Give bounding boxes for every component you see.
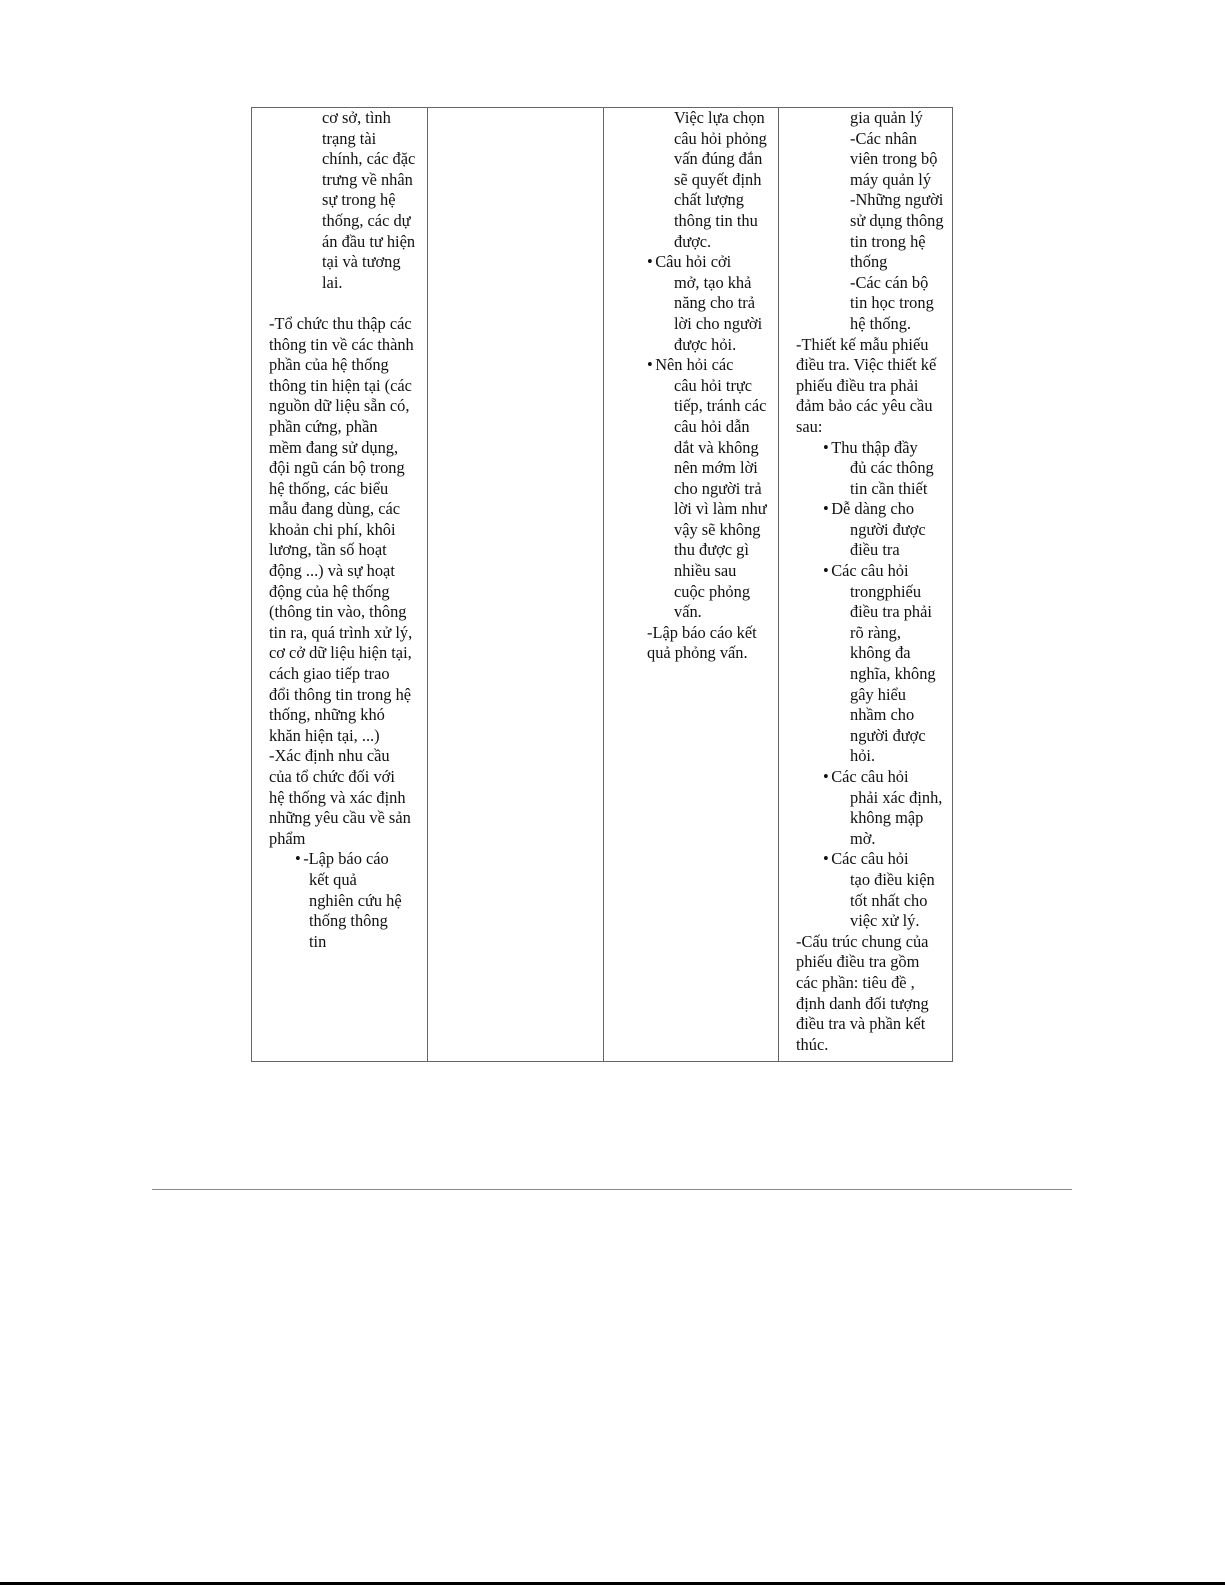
content-table (251, 107, 953, 1062)
text-line: thống thông (309, 911, 388, 931)
text-line: -Những người (850, 190, 944, 210)
text-line: động ...) và sự hoạt (269, 561, 395, 581)
text-line: phải xác định, (850, 787, 943, 807)
text-line: những yêu cầu về sản (269, 808, 411, 828)
text-line: trongphiếu (850, 581, 922, 601)
text-line: gia quản lý (850, 108, 923, 127)
bullet-line (823, 438, 944, 459)
text-line: -Lập báo cáo (303, 849, 389, 869)
cell-text-block (796, 335, 944, 438)
text-line: thông tin thu (674, 210, 758, 230)
text-line: hệ thống, các biểu (269, 478, 389, 498)
text-line: phần của hệ thống (269, 355, 389, 375)
bullet-item (796, 767, 944, 849)
bullet-continuation (823, 520, 944, 561)
text-line: phần cứng, phần (269, 416, 378, 436)
text-line: lai. (322, 272, 343, 292)
bullet-line (647, 355, 767, 376)
text-line: các phần: tiêu đề , (796, 972, 915, 992)
bullet-icon: • (823, 767, 829, 786)
bullet-item (647, 355, 767, 623)
bullet-icon: • (823, 499, 829, 519)
text-line: trưng về nhân (322, 169, 413, 189)
text-line: điều tra phải (850, 602, 932, 622)
text-line: chất lượng (674, 190, 744, 210)
text-line: kết quả (309, 869, 357, 889)
text-line: Các câu hỏi (831, 561, 909, 581)
text-line: tin trong hệ (850, 231, 926, 251)
text-line: nhiều sau (674, 561, 737, 581)
text-line: người được (850, 725, 926, 745)
text-line: đổi thông tin trong hệ (269, 684, 412, 704)
text-line: không đa (850, 643, 911, 663)
text-line: thống (850, 252, 888, 272)
text-line: Các câu hỏi (831, 849, 909, 869)
text-line: Thu thập đầy (831, 437, 918, 457)
text-line: thống, các dự (322, 210, 411, 230)
text-line: sử dụng thông (850, 210, 944, 230)
text-line: mờ. (850, 828, 876, 848)
text-line: đội ngũ cán bộ trong (269, 458, 405, 478)
text-line: nghiên cứu hệ (309, 890, 402, 910)
text-line: vấn đúng đắn (674, 149, 763, 169)
bullet-continuation (823, 870, 944, 932)
text-line: cách giao tiếp trao (269, 664, 390, 684)
text-line: khăn hiện tại, ...) (269, 725, 380, 745)
bullet-continuation (295, 870, 415, 952)
bullet-continuation (647, 376, 767, 623)
table-cell-col4 (796, 108, 944, 1055)
cell-text-block (647, 108, 767, 252)
bullet-icon: • (823, 437, 829, 457)
table-cell-col1 (269, 108, 415, 952)
text-line: Dễ dàng cho (831, 499, 915, 519)
bullet-line (295, 849, 415, 870)
text-line: gây hiểu (850, 684, 906, 704)
cell-text-block (796, 932, 944, 1056)
bullet-continuation (823, 788, 944, 850)
text-line: được. (674, 231, 712, 251)
text-line: -Tổ chức thu thập các (269, 313, 412, 333)
text-line: năng cho trả (674, 293, 756, 313)
bullet-icon: • (823, 561, 829, 581)
text-line: cơ cở dữ liệu hiện tại, (269, 643, 412, 663)
text-line: vấn. (674, 602, 702, 622)
cell-text-block (269, 314, 415, 849)
text-line: quả phỏng vấn. (647, 643, 748, 663)
text-line: cơ sở, tình (322, 108, 391, 127)
text-line: tin ra, quá trình xử lý, (269, 622, 413, 642)
text-line: hỏi. (850, 746, 876, 766)
text-line: câu hỏi trực (674, 375, 753, 395)
text-line: tại và tương (322, 252, 401, 272)
text-line: thông tin về các thành (269, 334, 414, 354)
bullet-line (647, 252, 767, 273)
bullet-item (796, 438, 944, 500)
text-line: cuộc phỏng (674, 581, 751, 601)
text-line: thống, những khó (269, 705, 385, 725)
text-line: Việc lựa chọn (674, 108, 765, 127)
bullet-continuation (823, 582, 944, 767)
bullet-line (823, 767, 944, 788)
text-line: sau: (796, 416, 823, 436)
text-line: của tổ chức đối với (269, 767, 395, 786)
text-line: tiếp, tránh các (674, 396, 767, 416)
bullet-item (269, 849, 415, 952)
bullet-continuation (823, 458, 944, 499)
bullet-icon: • (295, 849, 301, 869)
text-line: -Các cán bộ (850, 272, 929, 292)
text-line: nghĩa, không (850, 664, 936, 684)
text-line: tin cần thiết (850, 478, 928, 498)
bullet-icon: • (647, 252, 653, 272)
text-line: -Xác định nhu cầu (269, 746, 390, 766)
text-line: Nên hỏi các (655, 355, 734, 375)
text-line: hệ thống. (850, 313, 912, 333)
text-line: thu được gì (674, 540, 749, 560)
bullet-item (796, 561, 944, 767)
page-divider (152, 1189, 1072, 1190)
text-line: nhầm cho (850, 705, 915, 725)
text-line: hệ thống và xác định (269, 787, 406, 807)
text-line: -Lập báo cáo kết (647, 622, 757, 642)
text-line: câu hỏi dẫn (674, 416, 750, 436)
cell-text-block (269, 108, 415, 293)
text-line: động của hệ thống (269, 581, 390, 601)
text-line: lời vì làm như (674, 499, 767, 519)
text-line: việc xử lý. (850, 911, 920, 931)
text-line: Các câu hỏi (831, 767, 909, 786)
text-line: đủ các thông (850, 458, 934, 478)
text-line: trạng tài (322, 128, 377, 148)
table-cell-col3 (647, 108, 767, 664)
column-divider (603, 108, 604, 1061)
bullet-item (796, 499, 944, 561)
bullet-item (647, 252, 767, 355)
text-line: -Các nhân (850, 128, 917, 148)
text-line: phiếu điều tra phải (796, 375, 919, 395)
text-line: khoản chi phí, khôi (269, 519, 396, 539)
text-line: Câu hỏi cởi (655, 252, 732, 272)
text-line: nguồn dữ liệu sẵn có, (269, 396, 410, 416)
text-line: phẩm (269, 828, 306, 848)
text-line: mềm đang sử dụng, (269, 437, 399, 457)
text-line: dắt và không (674, 437, 759, 457)
text-line: điều tra và phần kết (796, 1014, 926, 1034)
text-line: mẫu đang dùng, các (269, 499, 401, 519)
text-line: -Cấu trúc chung của (796, 931, 929, 951)
text-line: mở, tạo khả (674, 272, 752, 292)
bullet-line (823, 499, 944, 520)
text-line: tạo điều kiện (850, 869, 935, 889)
text-line: tin (309, 931, 327, 951)
text-line: (thông tin vào, thông (269, 602, 407, 622)
bullet-icon: • (823, 849, 829, 869)
text-line: được hỏi. (674, 334, 737, 354)
bullet-continuation (647, 273, 767, 355)
column-divider (427, 108, 428, 1061)
bullet-icon: • (647, 355, 653, 375)
text-line: phiếu điều tra gồm (796, 952, 920, 972)
bullet-item (796, 849, 944, 931)
text-line: không mập (850, 808, 924, 828)
text-line: sẽ quyết định (674, 169, 762, 189)
bullet-line (823, 849, 944, 870)
cell-text-block (647, 623, 767, 664)
cell-text-block (796, 108, 944, 335)
text-line: vậy sẽ không (674, 519, 761, 539)
text-line: sự trong hệ (322, 190, 396, 210)
text-line: điều tra. Việc thiết kế (796, 355, 937, 375)
text-line: điều tra (850, 540, 900, 560)
text-line: rõ ràng, (850, 622, 901, 642)
text-line: nên mớm lời (674, 458, 758, 478)
text-line: án đầu tư hiện (322, 231, 416, 251)
text-line: người được (850, 519, 926, 539)
text-line: tin học trong (850, 293, 934, 313)
text-line: chính, các đặc (322, 149, 416, 169)
spacer (269, 293, 415, 314)
text-line: thông tin hiện tại (các (269, 375, 412, 395)
text-line: thúc. (796, 1034, 829, 1054)
bullet-line (823, 561, 944, 582)
text-line: tốt nhất cho (850, 890, 928, 910)
text-line: cho người trả (674, 478, 762, 498)
text-line: định danh đối tượng (796, 993, 929, 1013)
text-line: máy quản lý (850, 169, 932, 189)
text-line: -Thiết kế mẫu phiếu (796, 334, 929, 354)
column-divider (778, 108, 779, 1061)
text-line: đảm bảo các yêu cầu (796, 396, 933, 416)
text-line: câu hỏi phỏng (674, 128, 767, 148)
text-line: viên trong bộ (850, 149, 938, 169)
text-line: lương, tần số hoạt (269, 540, 387, 560)
text-line: lời cho người (674, 313, 763, 333)
